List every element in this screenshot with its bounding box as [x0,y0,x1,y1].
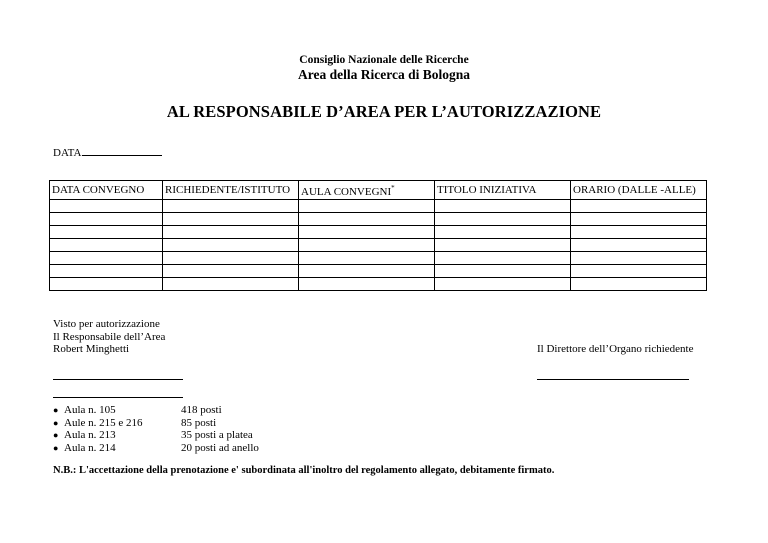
table-row [50,252,707,265]
footnote-marker: * [391,184,395,192]
column-header-data-convegno: DATA CONVEGNO [50,181,163,200]
room-seats: 85 posti [181,416,217,429]
table-cell[interactable] [299,213,435,226]
table-row [50,265,707,278]
table-cell[interactable] [50,278,163,291]
table-cell[interactable] [435,226,571,239]
document-title: AL RESPONSABILE D’AREA PER L’AUTORIZZAZIONE [166,102,602,121]
column-header-richiedente: RICHIEDENTE/ISTITUTO [163,181,299,200]
bullet-icon: ● [53,430,59,440]
director-label: Il Direttore dell’Organo richiedente [537,343,694,355]
table-cell[interactable] [163,265,299,278]
room-item [53,404,259,417]
bullet-icon: ● [53,405,59,415]
room-seats: 418 posti [181,404,222,416]
table-cell[interactable] [435,278,571,291]
room-seats: 20 posti ad anello [181,441,259,454]
room-name: Aule n. 215 e 216 [64,416,143,429]
table-cell[interactable] [299,265,435,278]
room-name: Aula n. 105 [64,404,116,416]
footnote-separator [53,397,183,398]
approval-block [53,318,165,356]
date-blank-line[interactable] [82,145,162,156]
booking-table [49,180,707,291]
table-cell[interactable] [163,226,299,239]
table-body [50,200,707,291]
table-cell[interactable] [435,239,571,252]
room-item [53,417,259,430]
table-cell[interactable] [571,239,707,252]
table-cell[interactable] [435,200,571,213]
room-seats: 35 posti a platea [181,429,253,441]
table-cell[interactable] [299,252,435,265]
table-cell[interactable] [299,278,435,291]
table-cell[interactable] [50,252,163,265]
column-header-titolo: TITOLO INIZIATIVA [435,181,571,200]
director-signature-line[interactable] [537,379,689,380]
table-cell[interactable] [163,200,299,213]
table-cell[interactable] [571,265,707,278]
table-cell[interactable] [571,226,707,239]
table-cell[interactable] [163,252,299,265]
room-item [53,442,259,455]
table-cell[interactable] [571,252,707,265]
table-header-row [50,181,707,200]
approval-line: Visto per autorizzazione [53,318,160,330]
table-cell[interactable] [435,213,571,226]
date-field [53,145,162,159]
table-cell[interactable] [571,278,707,291]
room-item [53,429,259,442]
column-header-aula-label: AULA CONVEGNI [301,186,392,198]
column-header-orario: ORARIO (DALLE -ALLE) [571,181,707,200]
approval-role: Il Responsabile dell’Area [53,330,166,343]
table-cell[interactable] [435,265,571,278]
date-label: DATA [53,147,82,159]
table-cell[interactable] [50,226,163,239]
table-row [50,213,707,226]
room-name: Aula n. 214 [64,441,116,454]
table-cell[interactable] [50,213,163,226]
table-row [50,278,707,291]
column-header-aula [299,181,435,200]
table-row [50,200,707,213]
approval-signature-line[interactable] [53,379,183,380]
room-list [53,404,259,454]
table-cell[interactable] [163,213,299,226]
organization-name: Consiglio Nazionale delle Ricerche [299,54,469,66]
organization-area: Area della Ricerca di Bologna [298,67,470,82]
table-cell[interactable] [299,200,435,213]
table-cell[interactable] [571,200,707,213]
bullet-icon: ● [53,417,59,428]
approval-name: Robert Minghetti [53,343,130,355]
table-cell[interactable] [50,200,163,213]
table-cell[interactable] [571,213,707,226]
table-cell[interactable] [50,239,163,252]
table-row [50,239,707,252]
table-cell[interactable] [435,252,571,265]
table-cell[interactable] [163,278,299,291]
room-name: Aula n. 213 [64,429,116,441]
table-cell[interactable] [299,239,435,252]
table-cell[interactable] [50,265,163,278]
table-cell[interactable] [163,239,299,252]
table-cell[interactable] [299,226,435,239]
nb-note: N.B.: L'accettazione della prenotazione e' subordinata all'inoltro del regolamento allegato, debitamente firmato. [53,465,555,476]
bullet-icon: ● [53,442,59,453]
table-row [50,226,707,239]
